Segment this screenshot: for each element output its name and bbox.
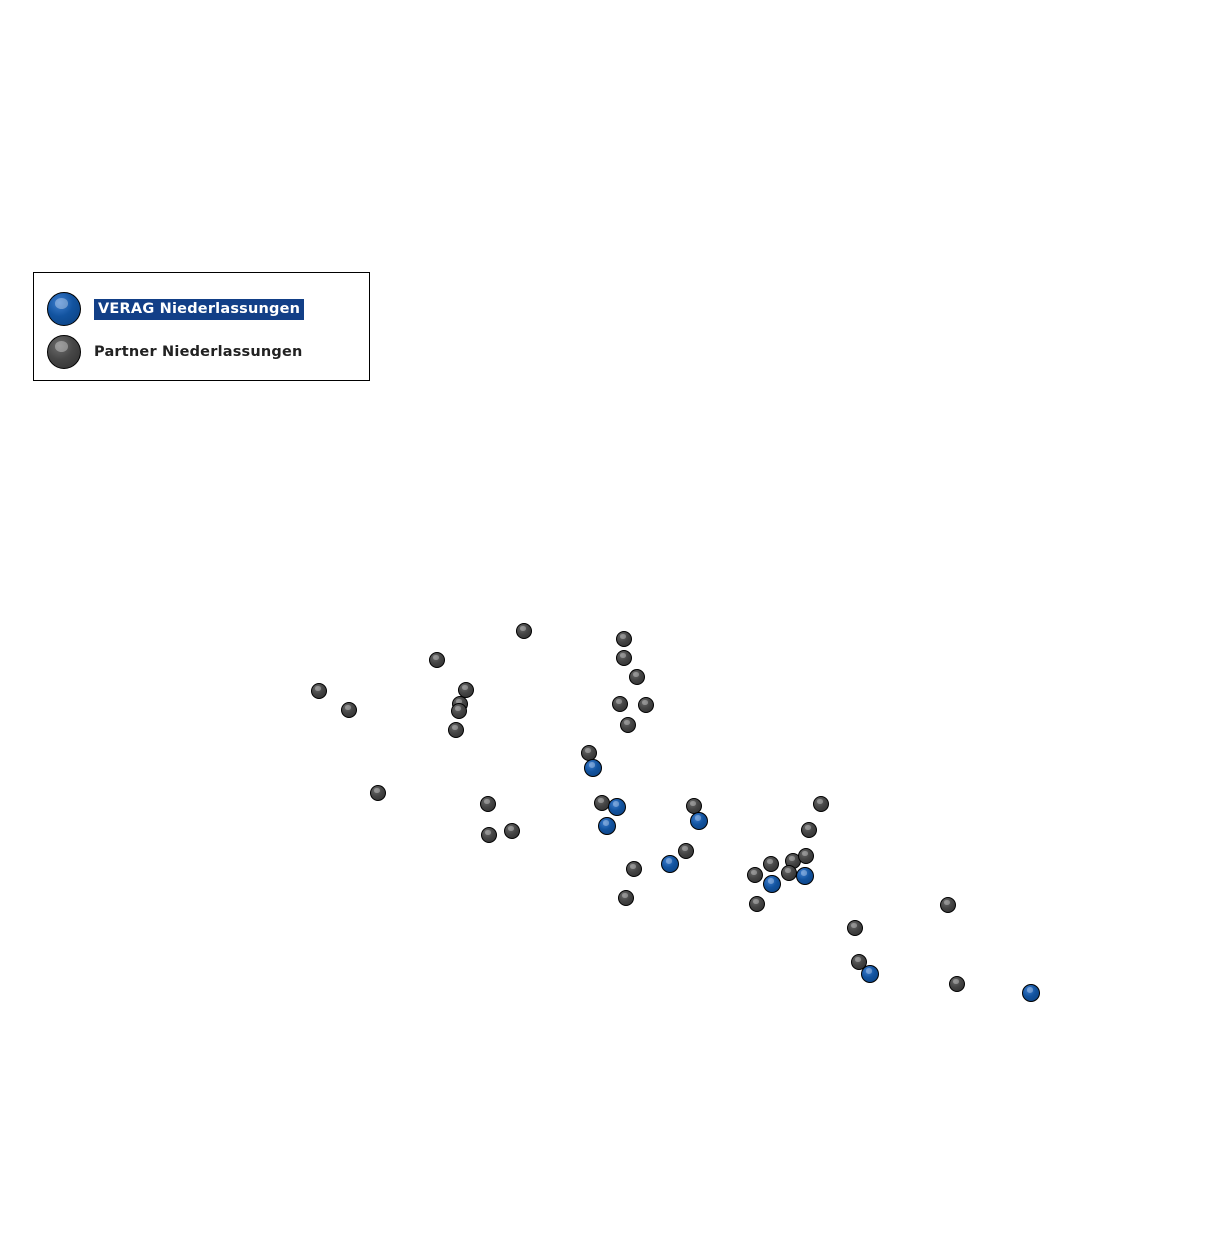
legend-item-partner[interactable]	[34, 334, 303, 370]
partner-marker-icon	[47, 335, 81, 369]
verag-location-marker[interactable]	[1022, 984, 1040, 1002]
partner-location-marker[interactable]	[949, 976, 965, 992]
partner-location-marker[interactable]	[451, 703, 467, 719]
partner-location-marker[interactable]	[618, 890, 634, 906]
partner-location-marker[interactable]	[749, 896, 765, 912]
partner-location-marker[interactable]	[341, 702, 357, 718]
partner-location-marker[interactable]	[480, 796, 496, 812]
verag-location-marker[interactable]	[796, 867, 814, 885]
verag-location-marker[interactable]	[690, 812, 708, 830]
partner-location-marker[interactable]	[311, 683, 327, 699]
partner-location-marker[interactable]	[616, 631, 632, 647]
verag-location-marker[interactable]	[861, 965, 879, 983]
partner-location-marker[interactable]	[612, 696, 628, 712]
partner-location-marker[interactable]	[801, 822, 817, 838]
partner-location-marker[interactable]	[638, 697, 654, 713]
legend-label-verag: VERAG Niederlassungen	[94, 299, 304, 320]
partner-location-marker[interactable]	[504, 823, 520, 839]
partner-location-marker[interactable]	[370, 785, 386, 801]
partner-location-marker[interactable]	[847, 920, 863, 936]
partner-location-marker[interactable]	[763, 856, 779, 872]
partner-location-marker[interactable]	[678, 843, 694, 859]
partner-location-marker[interactable]	[747, 867, 763, 883]
verag-location-marker[interactable]	[608, 798, 626, 816]
partner-location-marker[interactable]	[626, 861, 642, 877]
verag-marker-icon	[47, 292, 81, 326]
partner-location-marker[interactable]	[448, 722, 464, 738]
partner-location-marker[interactable]	[616, 650, 632, 666]
partner-location-marker[interactable]	[798, 848, 814, 864]
partner-location-marker[interactable]	[813, 796, 829, 812]
partner-location-marker[interactable]	[429, 652, 445, 668]
legend-item-verag[interactable]	[34, 291, 304, 327]
partner-location-marker[interactable]	[516, 623, 532, 639]
verag-location-marker[interactable]	[763, 875, 781, 893]
partner-location-marker[interactable]	[781, 865, 797, 881]
partner-location-marker[interactable]	[481, 827, 497, 843]
legend-label-partner: Partner Niederlassungen	[94, 344, 303, 360]
verag-location-marker[interactable]	[598, 817, 616, 835]
partner-location-marker[interactable]	[940, 897, 956, 913]
partner-location-marker[interactable]	[629, 669, 645, 685]
verag-location-marker[interactable]	[584, 759, 602, 777]
verag-location-marker[interactable]	[661, 855, 679, 873]
map-legend	[33, 272, 370, 381]
partner-location-marker[interactable]	[620, 717, 636, 733]
